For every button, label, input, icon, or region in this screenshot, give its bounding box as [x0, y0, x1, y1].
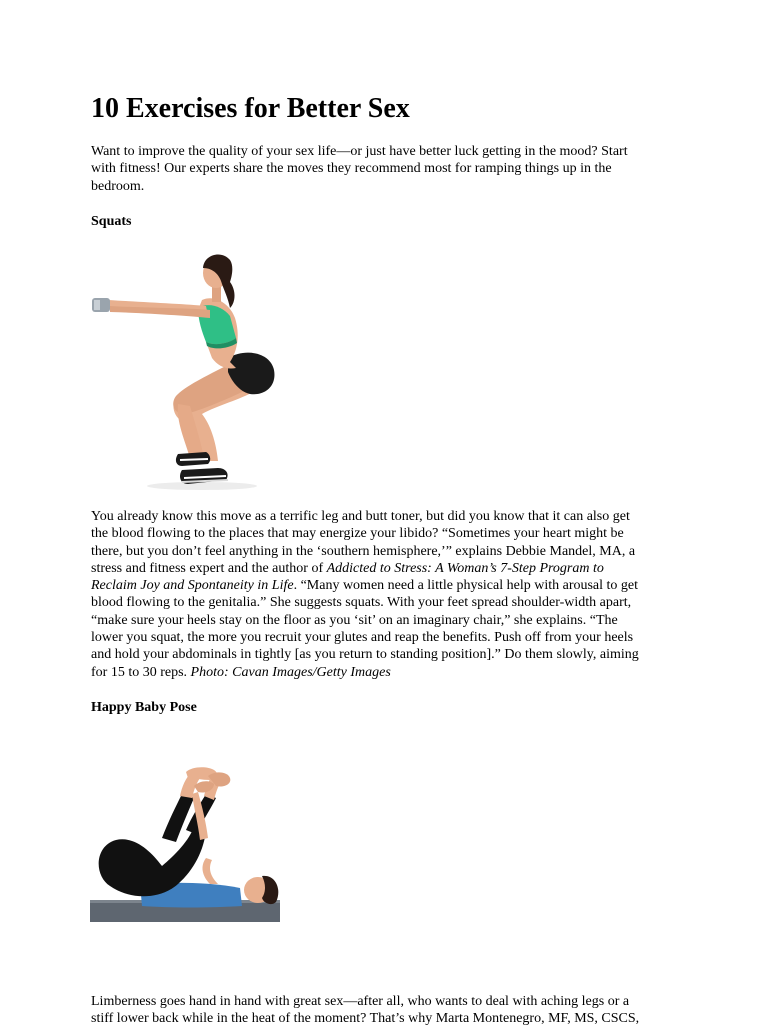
body-text: stress and fitness expert and the author of — [91, 560, 327, 576]
body-line: Limberness goes hand in hand with great sex—after all, who wants to deal with aching legs or a — [91, 994, 630, 1009]
body-text: . “Many women need a little physical help with arousal to get — [293, 578, 639, 594]
body-line — [91, 560, 681, 577]
intro-line: Want to improve the quality of your sex life—or just have better luck getting in the mood? Start — [91, 144, 628, 159]
body-line — [91, 664, 681, 681]
body-line: and hold your abdominals in tightly [as you return to standing position].” Do them slowly, aiming — [91, 647, 639, 663]
photo-credit: Photo: Cavan Images/Getty Images — [190, 664, 391, 680]
book-title: Reclaim Joy and Spontaneity in Life — [91, 578, 294, 594]
body-line: there, but you don’t feel anything in the ‘southern hemisphere,’” explains Debbie Mandel, MA, a — [91, 543, 636, 559]
intro-line: bedroom. — [91, 178, 145, 194]
book-title: Addicted to Stress: A Woman’s 7-Step Program to — [326, 560, 604, 576]
section-heading-happy-baby: Happy Baby Pose — [91, 700, 197, 715]
body-text: for 15 to 30 reps. — [91, 664, 191, 680]
section-heading-squats: Squats — [91, 214, 132, 229]
body-line: You already know this move as a terrific leg and butt toner, but did you know that it can also get — [91, 509, 630, 524]
intro-line: with fitness! Our experts share the moves they recommend most for ramping things up in the — [91, 161, 612, 177]
happy-baby-body-paragraph — [91, 993, 681, 1028]
body-line — [91, 577, 681, 594]
body-line: stiff lower back while in the heat of the moment? That’s why Marta Montenegro, MF, MS, CSCS, — [91, 1011, 640, 1027]
intro-paragraph — [91, 143, 681, 195]
happy-baby-pose-image — [90, 766, 280, 922]
squat-exercise-image — [90, 246, 282, 492]
body-line: lower you squat, the more you recruit your glutes and reap the benefits. Push off from your heels — [91, 630, 634, 646]
body-line: the blood flowing to the places that may energize your libido? “Sometimes your heart might be — [91, 526, 624, 542]
squats-body-paragraph — [91, 508, 681, 681]
body-line: “make sure your heels stay on the floor as you ‘sit’ on an imaginary chair,” she explains. “The — [91, 612, 618, 628]
article-title: 10 Exercises for Better Sex — [91, 93, 410, 124]
body-line: blood flowing to the genitalia.” She suggests squats. With your feet spread shoulder-width apart, — [91, 595, 632, 611]
